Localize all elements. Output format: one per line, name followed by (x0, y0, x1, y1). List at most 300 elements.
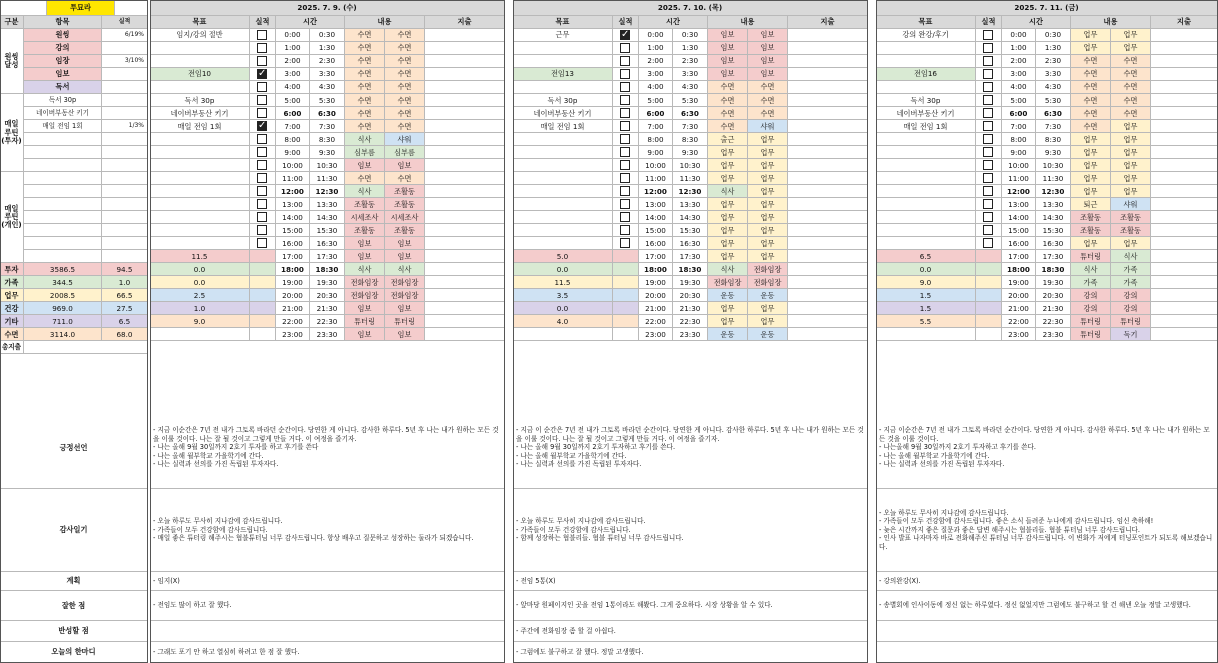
day-date: 2025. 7. 10. (목) (513, 0, 868, 16)
check-cell (250, 133, 276, 146)
checkbox[interactable] (620, 95, 630, 105)
goal-cell (876, 146, 976, 159)
spend-cell (425, 94, 505, 107)
checkbox[interactable] (257, 134, 267, 144)
activity-second: 수면 (1111, 81, 1151, 94)
time-header: 시간 (639, 16, 708, 29)
spend-cell (425, 172, 505, 185)
check-cell (976, 224, 1002, 237)
activity-first: 수면 (345, 94, 385, 107)
time-end: 16:30 (673, 237, 708, 250)
goal-cell: 4.0 (513, 315, 613, 328)
time-end: 12:30 (673, 185, 708, 198)
activity-second: 가족 (1111, 276, 1151, 289)
time-start: 16:00 (639, 237, 673, 250)
check-cell-empty (613, 315, 639, 328)
goal-cell (513, 146, 613, 159)
checkbox[interactable] (983, 56, 993, 66)
time-start: 5:00 (1002, 94, 1036, 107)
activity-second: 업무 (1111, 133, 1151, 146)
goal-cell (513, 133, 613, 146)
time-end: 19:30 (310, 276, 345, 289)
checkbox[interactable] (257, 147, 267, 157)
activity-second: 업무 (748, 198, 788, 211)
goal-cell: 근무 (513, 29, 613, 42)
activity-first: 수면 (708, 81, 748, 94)
activity-second: 샤워 (748, 120, 788, 133)
check-cell-empty (613, 289, 639, 302)
time-end: 2:30 (310, 55, 345, 68)
spend-cell (788, 120, 868, 133)
time-start: 0:00 (1002, 29, 1036, 42)
time-start: 14:00 (276, 211, 310, 224)
checkbox[interactable]: ✓ (258, 120, 267, 132)
routine-item: 임보 (24, 68, 102, 81)
time-end: 3:30 (673, 68, 708, 81)
activity-second: 수면 (748, 107, 788, 120)
check-cell (976, 198, 1002, 211)
good-point-text: - 앞마당 원페이지인 곳을 전임 1통이라도 해봤다. 그게 중요하다. 시장 상황을 알 수 있다. (513, 591, 868, 621)
activity-first: 임보 (345, 302, 385, 315)
checkbox[interactable] (620, 56, 630, 66)
checkbox[interactable] (257, 238, 267, 248)
check-cell (613, 120, 639, 133)
check-cell (250, 55, 276, 68)
time-end: 21:30 (310, 302, 345, 315)
goal-cell: 네이버부동산 키기 (876, 107, 976, 120)
routine-result (102, 211, 148, 224)
spend-header: 지출 (425, 16, 505, 29)
time-start: 11:00 (1002, 172, 1036, 185)
checkbox[interactable] (257, 95, 267, 105)
goal-cell: 11.5 (513, 276, 613, 289)
routine-result (102, 159, 148, 172)
daily-word-text: - 그럼에도 불구하고 잘 했다. 정말 고생했다. (513, 642, 868, 663)
goal-cell (150, 133, 250, 146)
total-spend-label: 총지출 (0, 341, 24, 354)
activity-first: 튜터링 (345, 315, 385, 328)
activity-first: 업무 (1071, 29, 1111, 42)
routine-item: 독서 30p (24, 94, 102, 107)
stat-label: 투자 (0, 263, 24, 276)
checkbox[interactable] (620, 212, 630, 222)
routine-result (102, 198, 148, 211)
time-start: 2:00 (276, 55, 310, 68)
checkbox[interactable] (620, 82, 630, 92)
checkbox[interactable] (983, 199, 993, 209)
check-cell (613, 172, 639, 185)
goal-cell: 0.0 (513, 302, 613, 315)
activity-second: 운동 (748, 289, 788, 302)
gratitude-text: - 오늘 하루도 무사히 지나감에 감사드립니다. - 가족들이 모두 건강함에 감사드립니다. - 매일 좋은 튜터링 해주시는 협블튜터님 너무 감사드립니다. 항상 배우고 질문하고 성장하는 둘라가 되겠습니다. (150, 489, 505, 572)
time-end: 7:30 (673, 120, 708, 133)
checkbox[interactable] (620, 108, 630, 118)
activity-first: 식사 (1071, 263, 1111, 276)
stat-label: 건강 (0, 302, 24, 315)
check-cell (613, 224, 639, 237)
activity-second: 업무 (1111, 146, 1151, 159)
checkbox[interactable] (257, 43, 267, 53)
time-start: 10:00 (276, 159, 310, 172)
time-end: 7:30 (1036, 120, 1071, 133)
time-start: 23:00 (276, 328, 310, 341)
checkbox[interactable] (983, 238, 993, 248)
checkbox[interactable] (983, 173, 993, 183)
activity-first: 업무 (708, 172, 748, 185)
time-start: 0:00 (276, 29, 310, 42)
goal-cell: 네이버부동산 키기 (513, 107, 613, 120)
routine-result (102, 42, 148, 55)
routine-item (24, 133, 102, 146)
activity-first: 업무 (1071, 133, 1111, 146)
goal-cell: 전임16 (876, 68, 976, 81)
checkbox[interactable] (983, 186, 993, 196)
activity-first: 업무 (708, 224, 748, 237)
check-cell (250, 107, 276, 120)
plan-text: - 임지(X) (150, 572, 505, 591)
time-end: 10:30 (310, 159, 345, 172)
checkbox[interactable]: ✓ (621, 29, 630, 40)
routine-item (24, 172, 102, 185)
checkbox[interactable] (257, 173, 267, 183)
checkbox[interactable] (983, 147, 993, 157)
checkbox[interactable] (983, 134, 993, 144)
spend-cell (1151, 133, 1218, 146)
check-cell (976, 29, 1002, 42)
routine-item (24, 250, 102, 263)
spend-cell (1151, 328, 1218, 341)
stat-week: 68.0 (102, 328, 148, 341)
checkbox[interactable] (620, 160, 630, 170)
routine-result (102, 107, 148, 120)
activity-first: 수면 (345, 172, 385, 185)
routine-result (102, 68, 148, 81)
activity-second: 수면 (385, 172, 425, 185)
stat-total: 711.0 (24, 315, 102, 328)
time-start: 15:00 (1002, 224, 1036, 237)
time-end: 16:30 (310, 237, 345, 250)
activity-second: 수면 (385, 68, 425, 81)
time-start: 16:00 (1002, 237, 1036, 250)
checkbox[interactable] (257, 225, 267, 235)
checkbox[interactable] (983, 30, 993, 40)
activity-first: 식사 (345, 133, 385, 146)
check-header: 실적 (250, 16, 276, 29)
check-cell-empty (976, 250, 1002, 263)
spend-cell (788, 198, 868, 211)
activity-second: 업무 (748, 237, 788, 250)
goal-cell (876, 133, 976, 146)
time-end: 0:30 (673, 29, 708, 42)
goal-cell (876, 55, 976, 68)
checkbox[interactable] (983, 69, 993, 79)
goal-cell: 0.0 (876, 263, 976, 276)
activity-second: 식사 (385, 263, 425, 276)
checkbox[interactable] (620, 43, 630, 53)
spend-header: 지출 (788, 16, 868, 29)
routine-item (24, 159, 102, 172)
time-end: 21:30 (673, 302, 708, 315)
time-start: 13:00 (1002, 198, 1036, 211)
activity-first: 업무 (1071, 159, 1111, 172)
activity-first: 튜터링 (1071, 250, 1111, 263)
activity-first: 조활동 (345, 198, 385, 211)
time-end: 9:30 (1036, 146, 1071, 159)
stat-label: 수면 (0, 328, 24, 341)
activity-second: 튜터링 (385, 315, 425, 328)
check-cell (976, 159, 1002, 172)
activity-first: 업무 (708, 237, 748, 250)
activity-second: 시세조사 (385, 211, 425, 224)
activity-first: 임보 (708, 55, 748, 68)
spend-cell (1151, 211, 1218, 224)
time-end: 10:30 (1036, 159, 1071, 172)
spend-cell (1151, 224, 1218, 237)
checkbox[interactable] (620, 69, 630, 79)
check-cell (613, 198, 639, 211)
activity-first: 수면 (708, 107, 748, 120)
time-start: 22:00 (276, 315, 310, 328)
time-end: 5:30 (673, 94, 708, 107)
time-end: 18:30 (673, 263, 708, 276)
check-cell (976, 42, 1002, 55)
spend-cell (1151, 250, 1218, 263)
goal-cell (876, 211, 976, 224)
activity-second: 수면 (385, 94, 425, 107)
check-cell (613, 94, 639, 107)
goal-cell (513, 42, 613, 55)
goal-cell: 3.5 (513, 289, 613, 302)
checkbox[interactable] (257, 199, 267, 209)
check-cell-empty (976, 328, 1002, 341)
activity-first: 업무 (708, 250, 748, 263)
goal-cell (876, 237, 976, 250)
spend-cell (425, 42, 505, 55)
check-cell (250, 94, 276, 107)
time-start: 17:00 (276, 250, 310, 263)
activity-first: 수면 (345, 55, 385, 68)
checkbox[interactable] (620, 134, 630, 144)
checkbox[interactable] (620, 199, 630, 209)
checkbox[interactable] (983, 95, 993, 105)
checkbox[interactable] (257, 56, 267, 66)
spend-cell (788, 237, 868, 250)
goal-cell: 강의 완강/후기 (876, 29, 976, 42)
activity-first: 식사 (345, 185, 385, 198)
checkbox[interactable] (257, 212, 267, 222)
time-start: 2:00 (1002, 55, 1036, 68)
time-start: 17:00 (1002, 250, 1036, 263)
summary-corner (0, 0, 47, 16)
goal-cell (876, 172, 976, 185)
time-end: 6:30 (673, 107, 708, 120)
checkbox[interactable] (983, 43, 993, 53)
activity-second: 샤워 (1111, 198, 1151, 211)
check-cell (250, 146, 276, 159)
checkbox[interactable] (983, 82, 993, 92)
time-end: 16:30 (1036, 237, 1071, 250)
spend-cell (788, 211, 868, 224)
check-cell (613, 55, 639, 68)
activity-second: 전화임장 (385, 289, 425, 302)
time-start: 19:00 (1002, 276, 1036, 289)
spend-cell (425, 224, 505, 237)
time-start: 20:00 (1002, 289, 1036, 302)
checkbox[interactable] (983, 108, 993, 118)
spend-cell (788, 302, 868, 315)
check-cell (250, 211, 276, 224)
stat-label: 업무 (0, 289, 24, 302)
activity-second: 수면 (385, 42, 425, 55)
time-end: 6:30 (310, 107, 345, 120)
checkbox[interactable] (620, 121, 630, 131)
check-cell (613, 185, 639, 198)
activity-first: 임보 (345, 328, 385, 341)
checkbox[interactable] (620, 186, 630, 196)
checkbox[interactable] (620, 147, 630, 157)
check-cell (250, 29, 276, 42)
routine-item: 매일 전임 1회 (24, 120, 102, 133)
activity-first: 임보 (708, 42, 748, 55)
group-label: 매일 루틴 (투자) (0, 94, 24, 172)
spend-cell (425, 107, 505, 120)
activity-second: 수면 (1111, 94, 1151, 107)
time-start: 22:00 (639, 315, 673, 328)
goal-cell: 5.0 (513, 250, 613, 263)
activity-second: 업무 (748, 172, 788, 185)
checkbox[interactable] (620, 225, 630, 235)
time-start: 22:00 (1002, 315, 1036, 328)
time-start: 4:00 (276, 81, 310, 94)
activity-second: 수면 (385, 55, 425, 68)
spend-cell (788, 94, 868, 107)
time-end: 17:30 (673, 250, 708, 263)
stat-total: 2008.5 (24, 289, 102, 302)
spend-cell (425, 276, 505, 289)
time-end: 12:30 (1036, 185, 1071, 198)
checkbox[interactable] (983, 121, 993, 131)
good-point-text: - 송별회에 인사이동에 정신 없는 하루였다. 정신 없었지만 그럼에도 불구하고 할 건 해낸 오늘 정말 고생했다. (876, 591, 1218, 621)
stat-week: 1.0 (102, 276, 148, 289)
checkbox[interactable] (257, 186, 267, 196)
activity-first: 심부름 (345, 146, 385, 159)
check-cell-empty (250, 328, 276, 341)
check-cell (976, 55, 1002, 68)
goal-cell (876, 185, 976, 198)
checkbox[interactable] (620, 173, 630, 183)
spend-cell (788, 55, 868, 68)
check-cell-empty (976, 289, 1002, 302)
checkbox[interactable] (257, 82, 267, 92)
time-start: 10:00 (1002, 159, 1036, 172)
check-cell (250, 159, 276, 172)
routine-item: 임장 (24, 55, 102, 68)
activity-first: 강의 (1071, 302, 1111, 315)
activity-second: 전화임장 (748, 276, 788, 289)
time-start: 17:00 (639, 250, 673, 263)
journal-label: 잘한 점 (0, 591, 148, 621)
time-start: 4:00 (639, 81, 673, 94)
goal-header: 목표 (876, 16, 976, 29)
check-cell (976, 211, 1002, 224)
activity-second: 업무 (1111, 120, 1151, 133)
check-cell (613, 29, 639, 42)
time-end: 3:30 (1036, 68, 1071, 81)
time-end: 0:30 (1036, 29, 1071, 42)
time-end: 2:30 (673, 55, 708, 68)
spend-cell (788, 107, 868, 120)
time-start: 12:00 (276, 185, 310, 198)
activity-first: 수면 (1071, 55, 1111, 68)
checkbox[interactable] (257, 30, 267, 40)
check-cell-empty (250, 302, 276, 315)
goal-cell: 네이버부동산 키기 (150, 107, 250, 120)
checkbox[interactable] (620, 238, 630, 248)
affirmation-text: - 지금 이순간은 7년 전 내가 그토록 바라던 순간이다. 당연한 게 아니다. 감사한 하루다. 5년 후 나는 내가 원하는 모든 것을 이룰 것이다. - 나는올해 9월 30일까지 2호기 투자하고 후기를 쓴다. - 나는 올해 월부학교 가을학기에 간다. - 나는 실력과 선의를 가진 독립된 투자자다. (876, 407, 1218, 489)
checkbox[interactable] (983, 160, 993, 170)
time-end: 1:30 (310, 42, 345, 55)
goal-cell: 6.5 (876, 250, 976, 263)
spend-cell (425, 29, 505, 42)
check-cell (613, 237, 639, 250)
group-header: 구분 (0, 16, 24, 29)
routine-result (102, 237, 148, 250)
goal-cell: 9.0 (150, 315, 250, 328)
content-header: 내용 (1071, 16, 1151, 29)
spend-cell (788, 185, 868, 198)
checkbox[interactable] (257, 108, 267, 118)
spend-cell (425, 211, 505, 224)
spend-cell (425, 328, 505, 341)
time-start: 18:00 (639, 263, 673, 276)
activity-first: 튜터링 (1071, 328, 1111, 341)
activity-second: 수면 (385, 81, 425, 94)
check-cell-empty (976, 263, 1002, 276)
check-cell-empty (613, 276, 639, 289)
checkbox[interactable] (257, 160, 267, 170)
goal-cell (876, 159, 976, 172)
goal-cell: 매일 전임 1회 (150, 120, 250, 133)
check-cell-empty (250, 315, 276, 328)
activity-second: 강의 (1111, 289, 1151, 302)
time-start: 21:00 (1002, 302, 1036, 315)
goal-cell (513, 328, 613, 341)
stat-week: 6.5 (102, 315, 148, 328)
time-start: 11:00 (276, 172, 310, 185)
gratitude-text: - 오늘 하루도 무사히 지나감에 감사드립니다. - 가족들이 모두 건강함에 감사드립니다. 좋은 소식 들려준 누나에게 감사드립니다. 임신 축하해! - 늦은 시간까지 좋은 질문과 좋은 답변 해주시는 협블리들. 협블 튜터님 너무 감사드립니다. - 인사 발표 나자마자 바로 전화해주신 튜터님 너무 감사드립니다. 이 변화가 저에게 터닝포인트가 되도록 해보겠습니다. (876, 489, 1218, 572)
routine-result: 1/3% (102, 120, 148, 133)
activity-first: 시세조사 (345, 211, 385, 224)
routine-item (24, 146, 102, 159)
checkbox[interactable] (983, 225, 993, 235)
spend-cell (788, 42, 868, 55)
activity-second: 조활동 (385, 198, 425, 211)
spend-cell (1151, 29, 1218, 42)
time-start: 18:00 (276, 263, 310, 276)
activity-first: 수면 (345, 42, 385, 55)
goal-cell: 2.5 (150, 289, 250, 302)
activity-first: 튜터링 (1071, 315, 1111, 328)
activity-second: 수면 (1111, 55, 1151, 68)
activity-second: 업무 (1111, 172, 1151, 185)
routine-item (24, 198, 102, 211)
checkbox[interactable]: ✓ (258, 68, 267, 80)
activity-first: 업무 (1071, 172, 1111, 185)
time-start: 6:00 (1002, 107, 1036, 120)
check-cell (250, 224, 276, 237)
checkbox[interactable] (983, 212, 993, 222)
time-start: 8:00 (1002, 133, 1036, 146)
